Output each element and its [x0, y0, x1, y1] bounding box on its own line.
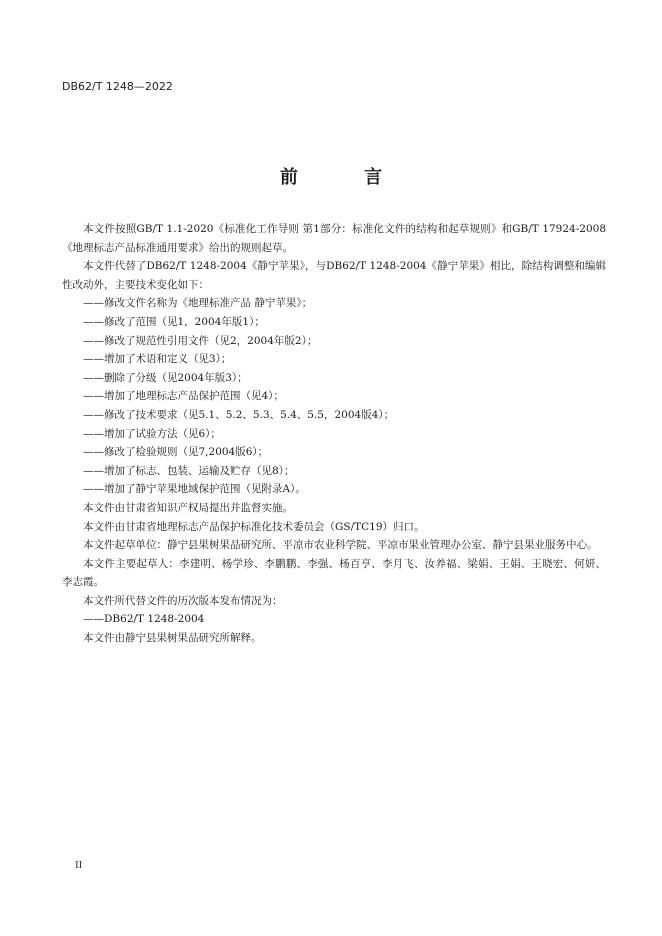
list-item: ——增加了标志、包装、运输及贮存（见8）； [83, 464, 295, 477]
list-item: ——修改了检验规则（见7,2004版6）； [83, 446, 269, 459]
paragraph-drafting-units: 本文件起草单位：静宁县果树果品研究所、平凉市农业科学院、平凉市果业管理办公室、静宁县果业服务中心。 [83, 539, 598, 552]
paragraph-replacement: 本文件代替了DB62/T 1248-2004《静宁苹果》，与DB62/T 1248-2004《静宁苹果》相比，除结构调整和编辑性改动外，主要技术变化如下： [62, 260, 606, 291]
list-item: ——增加了术语和定义（见3）； [83, 353, 232, 366]
paragraph-history-intro: 本文件所代替文件的历次版本发布情况为： [83, 594, 283, 607]
list-item: ——修改文件名称为《地理标准产品 静宁苹果》； [83, 297, 313, 310]
document-number: DB62/T 1248—2022 [62, 80, 173, 93]
foreword-body [62, 220, 606, 648]
paragraph-drafting-rules: 本文件按照GB/T 1.1-2020《标准化工作导则 第1部分：标准化文件的结构和起草规则》和GB/T 17924-2008《地理标志产品标准通用要求》给出的规则起草。 [62, 223, 606, 254]
paragraph-drafters: 本文件主要起草人：李建明、杨学珍、李鹏鹏、李强、杨百亨、李月飞、汝养福、梁娟、王娟、王晓宏、何妍、李志霞。 [62, 557, 606, 589]
paragraph-committee: 本文件由甘肃省地理标志产品保护标准化技术委员会（GS/TC19）归口。 [83, 520, 425, 533]
list-item: ——修改了范围（见1，2004年版1）； [83, 315, 265, 328]
history-item: ——DB62/T 1248-2004 [83, 613, 205, 626]
list-item: ——增加了静宁苹果地域保护范围（见附录A）。 [83, 483, 306, 496]
list-item: ——增加了试验方法（见6）； [83, 427, 221, 440]
paragraph-interpretation: 本文件由静宁县果树果品研究所解释。 [83, 632, 262, 645]
paragraph-proposer: 本文件由甘肃省知识产权局提出并监督实施。 [83, 501, 293, 514]
list-item: ——修改了规范性引用文件（见2，2004年版2）； [83, 334, 318, 347]
page-title: 前 言 [279, 167, 413, 188]
list-item: ——增加了地理标志产品保护范围（见4）； [83, 390, 284, 403]
changes-list [62, 294, 606, 499]
list-item: ——删除了分级（见2004年版3）； [83, 371, 248, 384]
page-number: II [75, 859, 83, 871]
list-item: ——修改了技术要求（见5.1、5.2、5.3、5.4、5.5，2004版4）； [83, 408, 395, 421]
